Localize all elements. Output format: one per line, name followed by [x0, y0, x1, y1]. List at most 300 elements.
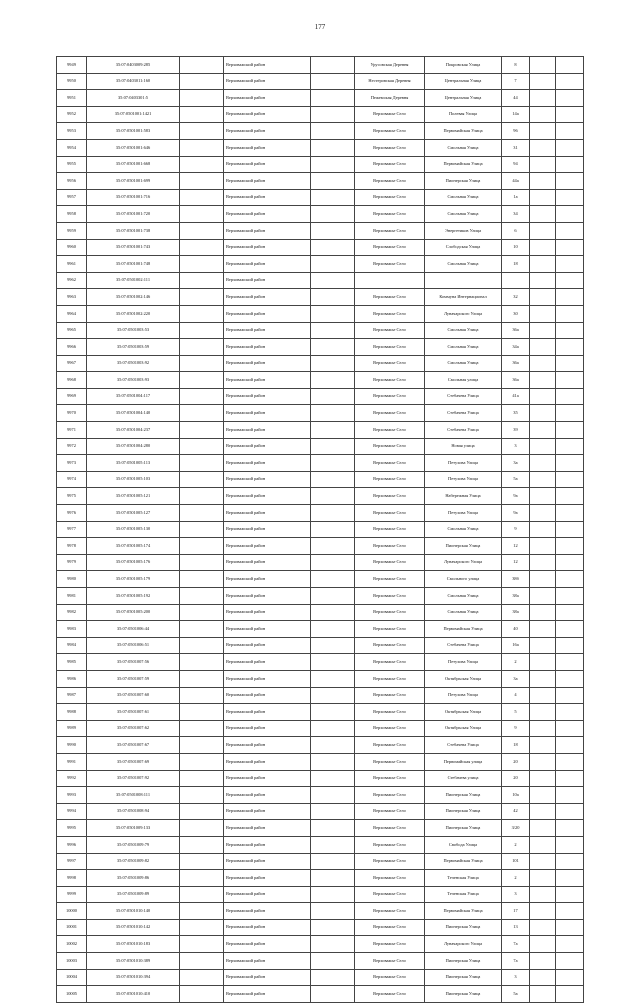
- empty-cell: [556, 488, 584, 505]
- district-cell: Верховажский район: [224, 903, 311, 920]
- empty-cell: [556, 637, 584, 654]
- record-number-cell: 9961: [57, 256, 87, 273]
- cadastral-number-cell: 35:07:0501005:113: [87, 455, 180, 472]
- record-number-cell: 9973: [57, 455, 87, 472]
- empty-cell: [180, 787, 224, 804]
- empty-cell: [556, 770, 584, 787]
- district-cell: Верховажский район: [224, 106, 311, 123]
- record-number-cell: 9976: [57, 505, 87, 522]
- cadastral-number-cell: 35:07:0403009:285: [87, 57, 180, 74]
- settlement-cell: Верховажье Село: [355, 936, 425, 953]
- empty-cell: [530, 538, 556, 555]
- empty-cell: [530, 554, 556, 571]
- empty-cell: [180, 886, 224, 903]
- record-number-cell: 9981: [57, 588, 87, 605]
- empty-cell: [311, 73, 355, 90]
- empty-cell: [530, 753, 556, 770]
- house-number-cell: 16а: [502, 637, 530, 654]
- house-number-cell: 32: [502, 289, 530, 306]
- record-number-cell: 9993: [57, 787, 87, 804]
- empty-cell: [556, 969, 584, 986]
- house-number-cell: 44: [502, 90, 530, 107]
- street-cell: Новая улица: [425, 438, 502, 455]
- record-number-cell: 9984: [57, 637, 87, 654]
- district-cell: Верховажский район: [224, 156, 311, 173]
- street-cell: Теченская Улица: [425, 870, 502, 887]
- empty-cell: [556, 256, 584, 273]
- settlement-cell: Верховажье Село: [355, 870, 425, 887]
- settlement-cell: Верховажье Село: [355, 538, 425, 555]
- record-number-cell: 9960: [57, 239, 87, 256]
- district-cell: Верховажский район: [224, 604, 311, 621]
- house-number-cell: 35: [502, 405, 530, 422]
- house-number-cell: 1а: [502, 189, 530, 206]
- cadastral-number-cell: 35:07:0501009:133: [87, 820, 180, 837]
- district-cell: Верховажский район: [224, 73, 311, 90]
- empty-cell: [180, 90, 224, 107]
- table-row: [57, 936, 584, 953]
- empty-cell: [530, 339, 556, 356]
- table-row: [57, 355, 584, 372]
- table-row: [57, 156, 584, 173]
- settlement-cell: Верховажье Село: [355, 355, 425, 372]
- empty-cell: [556, 455, 584, 472]
- empty-cell: [556, 322, 584, 339]
- empty-cell: [311, 289, 355, 306]
- district-cell: Верховажский район: [224, 737, 311, 754]
- empty-cell: [556, 670, 584, 687]
- empty-cell: [311, 239, 355, 256]
- empty-cell: [180, 687, 224, 704]
- table-row: [57, 604, 584, 621]
- settlement-cell: Верховажье Село: [355, 422, 425, 439]
- empty-cell: [556, 438, 584, 455]
- empty-cell: [311, 455, 355, 472]
- district-cell: Верховажский район: [224, 621, 311, 638]
- empty-cell: [311, 173, 355, 190]
- empty-cell: [180, 305, 224, 322]
- table-row: [57, 505, 584, 522]
- house-number-cell: 30: [502, 305, 530, 322]
- settlement-cell: Верховажье Село: [355, 836, 425, 853]
- cadastral-number-cell: 35:07:0403011:160: [87, 73, 180, 90]
- record-number-cell: 9971: [57, 422, 87, 439]
- house-number-cell: 42: [502, 803, 530, 820]
- house-number-cell: 12: [502, 538, 530, 555]
- settlement-cell: Верховажье Село: [355, 206, 425, 223]
- empty-cell: [556, 305, 584, 322]
- street-cell: Первомайская Улица: [425, 853, 502, 870]
- empty-cell: [180, 969, 224, 986]
- empty-cell: [180, 737, 224, 754]
- settlement-cell: Верховажье Село: [355, 670, 425, 687]
- record-number-cell: 10000: [57, 903, 87, 920]
- empty-cell: [556, 339, 584, 356]
- settlement-cell: Верховажье Село: [355, 986, 425, 1003]
- empty-cell: [180, 621, 224, 638]
- table-row: [57, 787, 584, 804]
- house-number-cell: 38б: [502, 571, 530, 588]
- table-row: [57, 953, 584, 970]
- street-cell: Центральная Улица: [425, 90, 502, 107]
- empty-cell: [180, 670, 224, 687]
- cadastral-number-cell: 35:07:0501007:60: [87, 687, 180, 704]
- empty-cell: [311, 339, 355, 356]
- settlement-cell: Верховажье Село: [355, 289, 425, 306]
- table-row: [57, 305, 584, 322]
- cadastral-number-cell: 35:07:0501006:44: [87, 621, 180, 638]
- district-cell: Верховажский район: [224, 388, 311, 405]
- street-cell: Октябрьская Улица: [425, 704, 502, 721]
- empty-cell: [530, 322, 556, 339]
- record-number-cell: 9998: [57, 870, 87, 887]
- district-cell: Верховажский район: [224, 305, 311, 322]
- empty-cell: [556, 886, 584, 903]
- empty-cell: [180, 604, 224, 621]
- house-number-cell: 20: [502, 753, 530, 770]
- settlement-cell: Верховажье Село: [355, 488, 425, 505]
- house-number-cell: 101: [502, 853, 530, 870]
- table-row: [57, 57, 584, 74]
- empty-cell: [530, 422, 556, 439]
- empty-cell: [311, 438, 355, 455]
- empty-cell: [530, 505, 556, 522]
- cadastral-number-cell: 35:07:0501007:59: [87, 670, 180, 687]
- district-cell: Верховажский район: [224, 787, 311, 804]
- empty-cell: [556, 173, 584, 190]
- district-cell: Верховажский район: [224, 936, 311, 953]
- settlement-cell: Верховажье Село: [355, 720, 425, 737]
- district-cell: Верховажский район: [224, 471, 311, 488]
- empty-cell: [556, 422, 584, 439]
- empty-cell: [180, 936, 224, 953]
- table-row: [57, 986, 584, 1003]
- settlement-cell: Верховажье Село: [355, 919, 425, 936]
- settlement-cell: Верховажье Село: [355, 256, 425, 273]
- table-row: [57, 886, 584, 903]
- street-cell: Смольная улица: [425, 372, 502, 389]
- house-number-cell: 9а: [502, 505, 530, 522]
- house-number-cell: 7а: [502, 953, 530, 970]
- table-row: [57, 654, 584, 671]
- table-row: [57, 588, 584, 605]
- empty-cell: [180, 355, 224, 372]
- empty-cell: [530, 173, 556, 190]
- settlement-cell: Верховажье Село: [355, 621, 425, 638]
- street-cell: Смольная Улица: [425, 139, 502, 156]
- record-number-cell: 9996: [57, 836, 87, 853]
- record-number-cell: 9987: [57, 687, 87, 704]
- record-number-cell: 10004: [57, 969, 87, 986]
- district-cell: Верховажский район: [224, 820, 311, 837]
- street-cell: Пионерская Улица: [425, 969, 502, 986]
- street-cell: Первомайская Улица: [425, 123, 502, 140]
- empty-cell: [556, 720, 584, 737]
- house-number-cell: 3а: [502, 670, 530, 687]
- empty-cell: [530, 521, 556, 538]
- settlement-cell: Верховажье Село: [355, 588, 425, 605]
- table-row: [57, 720, 584, 737]
- district-cell: Верховажский район: [224, 57, 311, 74]
- table-row: [57, 455, 584, 472]
- district-cell: Верховажский район: [224, 986, 311, 1003]
- empty-cell: [530, 621, 556, 638]
- cadastral-number-cell: 35:07:0501007:61: [87, 704, 180, 721]
- empty-cell: [311, 621, 355, 638]
- table-row: [57, 189, 584, 206]
- settlement-cell: Верховажье Село: [355, 471, 425, 488]
- record-number-cell: 9992: [57, 770, 87, 787]
- table-row: [57, 372, 584, 389]
- empty-cell: [311, 969, 355, 986]
- cadastral-number-cell: 35:07:0501005:192: [87, 588, 180, 605]
- district-cell: Верховажский район: [224, 654, 311, 671]
- empty-cell: [180, 239, 224, 256]
- empty-cell: [180, 471, 224, 488]
- empty-cell: [530, 886, 556, 903]
- district-cell: Верховажский район: [224, 687, 311, 704]
- empty-cell: [311, 322, 355, 339]
- table-row: [57, 538, 584, 555]
- page-number: 177: [314, 23, 326, 31]
- empty-cell: [311, 588, 355, 605]
- district-cell: Верховажский район: [224, 239, 311, 256]
- settlement-cell: Верховажье Село: [355, 222, 425, 239]
- street-cell: Смольная Улица: [425, 588, 502, 605]
- district-cell: Верховажский район: [224, 953, 311, 970]
- empty-cell: [311, 770, 355, 787]
- table-row: [57, 753, 584, 770]
- empty-cell: [556, 820, 584, 837]
- table-row: [57, 438, 584, 455]
- street-cell: Смольная Улица: [425, 206, 502, 223]
- settlement-cell: Урусовская Деревня: [355, 57, 425, 74]
- empty-cell: [180, 189, 224, 206]
- street-cell: Петухова Улица: [425, 654, 502, 671]
- settlement-cell: Верховажье Село: [355, 604, 425, 621]
- record-number-cell: 9962: [57, 272, 87, 289]
- settlement-cell: Нестеровская Деревня: [355, 73, 425, 90]
- record-number-cell: 9999: [57, 886, 87, 903]
- empty-cell: [180, 853, 224, 870]
- empty-cell: [556, 753, 584, 770]
- record-number-cell: 9980: [57, 571, 87, 588]
- district-cell: Верховажский район: [224, 770, 311, 787]
- settlement-cell: Верховажье Село: [355, 239, 425, 256]
- settlement-cell: Верховажье Село: [355, 173, 425, 190]
- record-number-cell: 9954: [57, 139, 87, 156]
- house-number-cell: 7: [502, 73, 530, 90]
- empty-cell: [556, 272, 584, 289]
- table-row: [57, 471, 584, 488]
- empty-cell: [180, 422, 224, 439]
- street-cell: Смольная Улица: [425, 322, 502, 339]
- empty-cell: [530, 289, 556, 306]
- registry-table: [56, 56, 584, 1003]
- district-cell: Верховажский район: [224, 289, 311, 306]
- empty-cell: [180, 538, 224, 555]
- cadastral-number-cell: 35:07:0501009:79: [87, 836, 180, 853]
- cadastral-number-cell: 35:07:0501005:130: [87, 521, 180, 538]
- empty-cell: [180, 919, 224, 936]
- empty-cell: [556, 953, 584, 970]
- cadastral-number-cell: 35:07:0501010:389: [87, 953, 180, 970]
- record-number-cell: 9957: [57, 189, 87, 206]
- empty-cell: [556, 222, 584, 239]
- settlement-cell: Верховажье Село: [355, 953, 425, 970]
- table-row: [57, 422, 584, 439]
- house-number-cell: 5а: [502, 471, 530, 488]
- house-number-cell: 40: [502, 621, 530, 638]
- empty-cell: [530, 919, 556, 936]
- house-number-cell: 6: [502, 222, 530, 239]
- table-row: [57, 687, 584, 704]
- table-row: [57, 554, 584, 571]
- empty-cell: [530, 90, 556, 107]
- settlement-cell: Верховажье Село: [355, 322, 425, 339]
- cadastral-number-cell: 35:07:0501006:51: [87, 637, 180, 654]
- empty-cell: [530, 222, 556, 239]
- record-number-cell: 9986: [57, 670, 87, 687]
- street-cell: Свобода Улица: [425, 836, 502, 853]
- record-number-cell: 9994: [57, 803, 87, 820]
- empty-cell: [180, 588, 224, 605]
- street-cell: Слободская Улица: [425, 239, 502, 256]
- empty-cell: [311, 903, 355, 920]
- empty-cell: [180, 836, 224, 853]
- cadastral-number-cell: 35:07:0501005:176: [87, 554, 180, 571]
- record-number-cell: 9968: [57, 372, 87, 389]
- settlement-cell: Верховажье Село: [355, 372, 425, 389]
- street-cell: Пионерская Улица: [425, 986, 502, 1003]
- district-cell: Верховажский район: [224, 886, 311, 903]
- house-number-cell: 34а: [502, 339, 530, 356]
- house-number-cell: 39: [502, 422, 530, 439]
- settlement-cell: Верховажье Село: [355, 521, 425, 538]
- empty-cell: [180, 73, 224, 90]
- record-number-cell: 9991: [57, 753, 87, 770]
- empty-cell: [530, 720, 556, 737]
- empty-cell: [311, 654, 355, 671]
- empty-cell: [530, 106, 556, 123]
- table-row: [57, 704, 584, 721]
- empty-cell: [180, 388, 224, 405]
- house-number-cell: 3/20: [502, 820, 530, 837]
- house-number-cell: 36а: [502, 355, 530, 372]
- cadastral-number-cell: 35:07:0501004:237: [87, 422, 180, 439]
- empty-cell: [530, 936, 556, 953]
- record-number-cell: 9966: [57, 339, 87, 356]
- street-cell: Смольная Улица: [425, 339, 502, 356]
- empty-cell: [311, 388, 355, 405]
- table-row: [57, 803, 584, 820]
- empty-cell: [311, 422, 355, 439]
- house-number-cell: 5а: [502, 986, 530, 1003]
- empty-cell: [180, 505, 224, 522]
- street-cell: [425, 272, 502, 289]
- house-number-cell: 3: [502, 886, 530, 903]
- house-number-cell: 9а: [502, 488, 530, 505]
- house-number-cell: 18: [502, 256, 530, 273]
- empty-cell: [180, 438, 224, 455]
- street-cell: Стебачева Улица: [425, 422, 502, 439]
- empty-cell: [180, 704, 224, 721]
- empty-cell: [530, 156, 556, 173]
- cadastral-number-cell: 35:07:0501010:394: [87, 969, 180, 986]
- empty-cell: [180, 637, 224, 654]
- empty-cell: [180, 272, 224, 289]
- empty-cell: [530, 305, 556, 322]
- house-number-cell: 4: [502, 687, 530, 704]
- house-number-cell: [502, 272, 530, 289]
- street-cell: Смольного улица: [425, 571, 502, 588]
- empty-cell: [556, 388, 584, 405]
- empty-cell: [530, 903, 556, 920]
- empty-cell: [530, 239, 556, 256]
- house-number-cell: 36а: [502, 372, 530, 389]
- empty-cell: [530, 57, 556, 74]
- house-number-cell: 2: [502, 870, 530, 887]
- street-cell: Полевая Улица: [425, 106, 502, 123]
- cadastral-number-cell: 35:07:0501009:89: [87, 886, 180, 903]
- empty-cell: [180, 654, 224, 671]
- street-cell: Пионерская Улица: [425, 787, 502, 804]
- district-cell: Верховажский район: [224, 637, 311, 654]
- empty-cell: [556, 571, 584, 588]
- empty-cell: [556, 737, 584, 754]
- table-row: [57, 969, 584, 986]
- table-row: [57, 388, 584, 405]
- record-number-cell: 9979: [57, 554, 87, 571]
- cadastral-number-cell: 35:07:0501004:140: [87, 405, 180, 422]
- empty-cell: [311, 505, 355, 522]
- empty-cell: [311, 123, 355, 140]
- district-cell: Верховажский район: [224, 720, 311, 737]
- record-number-cell: 9989: [57, 720, 87, 737]
- settlement-cell: Верховажье Село: [355, 339, 425, 356]
- empty-cell: [311, 670, 355, 687]
- settlement-cell: Верховажье Село: [355, 123, 425, 140]
- district-cell: Верховажский район: [224, 422, 311, 439]
- cadastral-number-cell: 35:07:0501002:220: [87, 305, 180, 322]
- empty-cell: [180, 206, 224, 223]
- record-number-cell: 10002: [57, 936, 87, 953]
- street-cell: Петухова Улица: [425, 687, 502, 704]
- settlement-cell: Верховажье Село: [355, 853, 425, 870]
- cadastral-number-cell: 35:07:0501001:1421: [87, 106, 180, 123]
- street-cell: Смольная Улица: [425, 256, 502, 273]
- house-number-cell: 13: [502, 919, 530, 936]
- record-number-cell: 9949: [57, 57, 87, 74]
- house-number-cell: 31: [502, 139, 530, 156]
- house-number-cell: 44а: [502, 173, 530, 190]
- cadastral-number-cell: 35:07:0501001:738: [87, 222, 180, 239]
- empty-cell: [311, 803, 355, 820]
- settlement-cell: Верховажье Село: [355, 455, 425, 472]
- district-cell: Верховажский район: [224, 372, 311, 389]
- record-number-cell: 9970: [57, 405, 87, 422]
- record-number-cell: 9974: [57, 471, 87, 488]
- district-cell: Верховажский район: [224, 322, 311, 339]
- house-number-cell: 2: [502, 836, 530, 853]
- empty-cell: [530, 704, 556, 721]
- empty-cell: [556, 986, 584, 1003]
- street-cell: Смольная Улица: [425, 189, 502, 206]
- empty-cell: [530, 737, 556, 754]
- settlement-cell: [355, 272, 425, 289]
- empty-cell: [180, 372, 224, 389]
- record-number-cell: 9995: [57, 820, 87, 837]
